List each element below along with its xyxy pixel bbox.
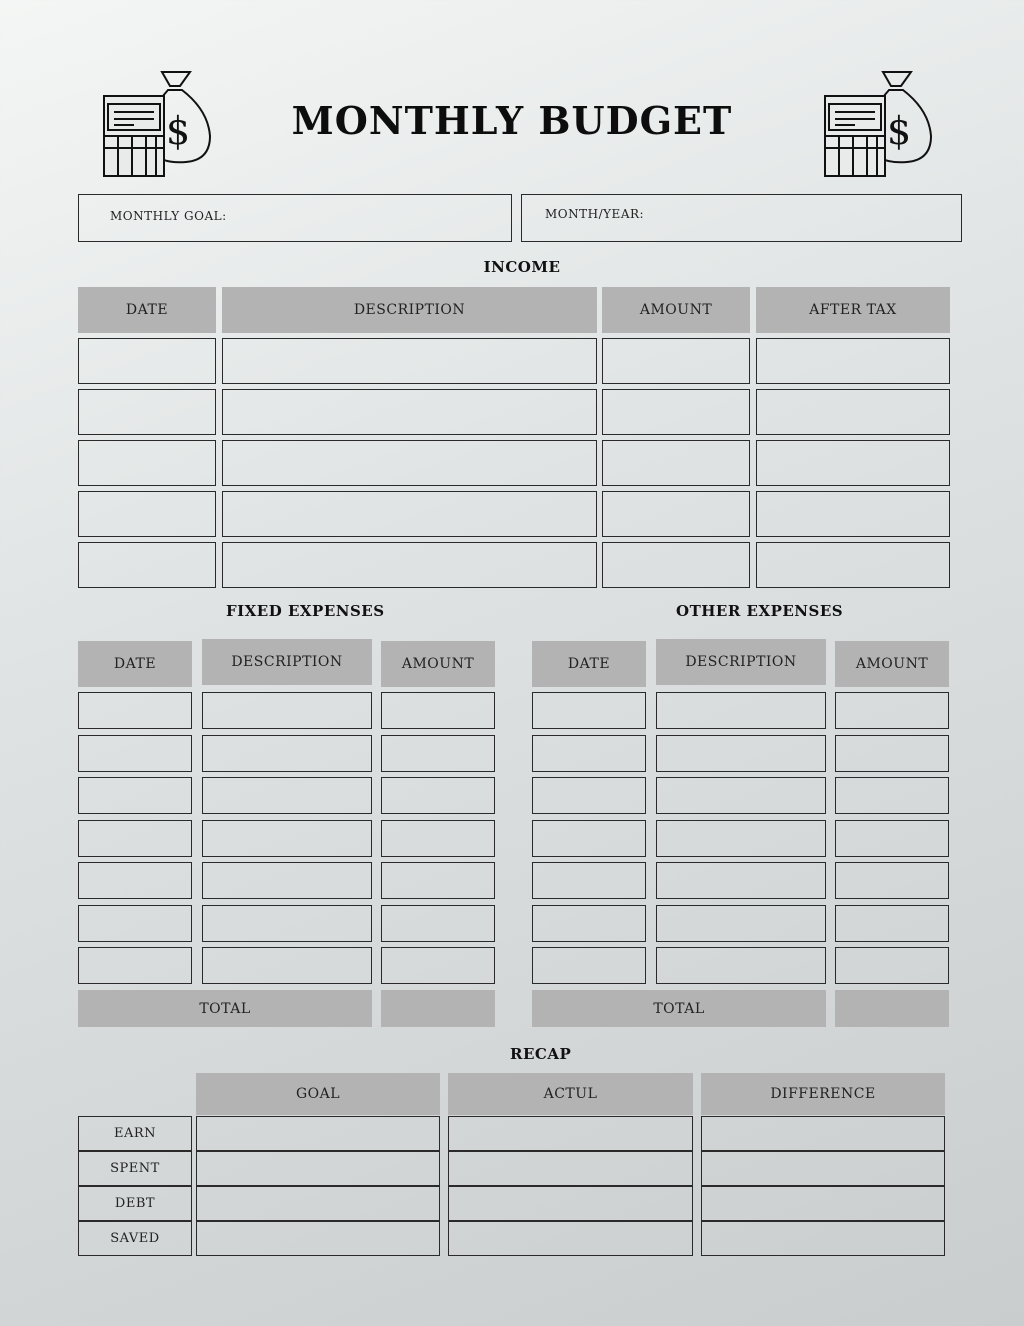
income-amount-cell[interactable] — [602, 338, 750, 384]
monthly-goal-label: MONTHLY GOAL: — [110, 209, 227, 223]
fixed-expenses-amount-cell[interactable] — [381, 820, 495, 857]
other-expenses-date-cell[interactable] — [532, 947, 646, 984]
recap-difference-cell[interactable] — [701, 1221, 945, 1256]
month-year-label: MONTH/YEAR: — [545, 207, 645, 221]
fixed-expenses-description-cell[interactable] — [202, 905, 372, 942]
fixed-expenses-amount-cell[interactable] — [381, 905, 495, 942]
fixed-expenses-amount-cell[interactable] — [381, 692, 495, 729]
other-expenses-date-cell[interactable] — [532, 735, 646, 772]
svg-text:$: $ — [887, 109, 912, 153]
other-expenses-date-cell[interactable] — [532, 905, 646, 942]
income-header-amount: AMOUNT — [602, 287, 750, 333]
income-date-cell[interactable] — [78, 389, 216, 435]
other-expenses-description-cell[interactable] — [656, 820, 826, 857]
recap-row-spent: SPENT — [78, 1151, 192, 1186]
fixed_expenses-header-description: DESCRIPTION — [202, 639, 372, 685]
fixed-expenses-total-label: TOTAL — [78, 990, 372, 1027]
other-expenses-amount-cell[interactable] — [835, 862, 949, 899]
other_expenses-header-amount: AMOUNT — [835, 641, 949, 687]
fixed-expenses-amount-cell[interactable] — [381, 777, 495, 814]
other-expenses-date-cell[interactable] — [532, 820, 646, 857]
other-expenses-amount-cell[interactable] — [835, 692, 949, 729]
fixed-expenses-date-cell[interactable] — [78, 735, 192, 772]
other-expenses-amount-cell[interactable] — [835, 735, 949, 772]
income-amount-cell[interactable] — [602, 389, 750, 435]
fixed-expenses-description-cell[interactable] — [202, 692, 372, 729]
other-expenses-total-value[interactable] — [835, 990, 949, 1027]
recap-header-difference: DIFFERENCE — [701, 1073, 945, 1115]
recap-heading: RECAP — [510, 1045, 572, 1063]
income-after-tax-cell[interactable] — [756, 440, 950, 486]
recap-header-actul: ACTUL — [448, 1073, 693, 1115]
income-after-tax-cell[interactable] — [756, 542, 950, 588]
income-date-cell[interactable] — [78, 338, 216, 384]
other-expenses-date-cell[interactable] — [532, 692, 646, 729]
other-expenses-date-cell[interactable] — [532, 777, 646, 814]
recap-goal-cell[interactable] — [196, 1151, 440, 1186]
page-title: MONTHLY BUDGET — [291, 98, 733, 143]
recap-difference-cell[interactable] — [701, 1116, 945, 1151]
recap-actul-cell[interactable] — [448, 1221, 693, 1256]
income-heading: INCOME — [483, 258, 561, 276]
fixed-expenses-date-cell[interactable] — [78, 862, 192, 899]
fixed-expenses-description-cell[interactable] — [202, 777, 372, 814]
recap-actul-cell[interactable] — [448, 1116, 693, 1151]
fixed-expenses-amount-cell[interactable] — [381, 947, 495, 984]
income-after-tax-cell[interactable] — [756, 389, 950, 435]
recap-difference-cell[interactable] — [701, 1151, 945, 1186]
fixed-expenses-description-cell[interactable] — [202, 862, 372, 899]
income-header-after-tax: AFTER TAX — [756, 287, 950, 333]
recap-actul-cell[interactable] — [448, 1151, 693, 1186]
income-date-cell[interactable] — [78, 440, 216, 486]
other-expenses-description-cell[interactable] — [656, 735, 826, 772]
fixed-expenses-description-cell[interactable] — [202, 947, 372, 984]
other-expenses-description-cell[interactable] — [656, 862, 826, 899]
fixed_expenses-header-date: DATE — [78, 641, 192, 687]
income-description-cell[interactable] — [222, 389, 597, 435]
other-expenses-description-cell[interactable] — [656, 947, 826, 984]
income-date-cell[interactable] — [78, 542, 216, 588]
other_expenses-header-description: DESCRIPTION — [656, 639, 826, 685]
income-after-tax-cell[interactable] — [756, 491, 950, 537]
other-expenses-heading: OTHER EXPENSES — [676, 602, 844, 620]
fixed-expenses-date-cell[interactable] — [78, 905, 192, 942]
fixed-expenses-heading: FIXED EXPENSES — [226, 602, 385, 620]
income-description-cell[interactable] — [222, 440, 597, 486]
fixed-expenses-date-cell[interactable] — [78, 820, 192, 857]
recap-goal-cell[interactable] — [196, 1221, 440, 1256]
income-header-description: DESCRIPTION — [222, 287, 597, 333]
fixed-expenses-date-cell[interactable] — [78, 692, 192, 729]
recap-row-saved: SAVED — [78, 1221, 192, 1256]
recap-header-goal: GOAL — [196, 1073, 440, 1115]
recap-row-earn: EARN — [78, 1116, 192, 1151]
recap-row-debt: DEBT — [78, 1186, 192, 1221]
income-description-cell[interactable] — [222, 491, 597, 537]
income-amount-cell[interactable] — [602, 440, 750, 486]
fixed-expenses-description-cell[interactable] — [202, 820, 372, 857]
other-expenses-description-cell[interactable] — [656, 692, 826, 729]
fixed-expenses-date-cell[interactable] — [78, 777, 192, 814]
recap-goal-cell[interactable] — [196, 1116, 440, 1151]
fixed-expenses-amount-cell[interactable] — [381, 862, 495, 899]
fixed-expenses-date-cell[interactable] — [78, 947, 192, 984]
fixed-expenses-amount-cell[interactable] — [381, 735, 495, 772]
fixed-expenses-description-cell[interactable] — [202, 735, 372, 772]
other-expenses-amount-cell[interactable] — [835, 947, 949, 984]
income-description-cell[interactable] — [222, 338, 597, 384]
svg-text:$: $ — [166, 109, 191, 153]
income-after-tax-cell[interactable] — [756, 338, 950, 384]
other-expenses-total-label: TOTAL — [532, 990, 826, 1027]
recap-difference-cell[interactable] — [701, 1186, 945, 1221]
other-expenses-amount-cell[interactable] — [835, 777, 949, 814]
other-expenses-description-cell[interactable] — [656, 777, 826, 814]
other-expenses-amount-cell[interactable] — [835, 820, 949, 857]
income-amount-cell[interactable] — [602, 491, 750, 537]
other-expenses-amount-cell[interactable] — [835, 905, 949, 942]
recap-goal-cell[interactable] — [196, 1186, 440, 1221]
fixed_expenses-header-amount: AMOUNT — [381, 641, 495, 687]
other-expenses-date-cell[interactable] — [532, 862, 646, 899]
income-amount-cell[interactable] — [602, 542, 750, 588]
income-header-date: DATE — [78, 287, 216, 333]
income-date-cell[interactable] — [78, 491, 216, 537]
other-expenses-description-cell[interactable] — [656, 905, 826, 942]
income-description-cell[interactable] — [222, 542, 597, 588]
recap-actul-cell[interactable] — [448, 1186, 693, 1221]
other_expenses-header-date: DATE — [532, 641, 646, 687]
fixed-expenses-total-value[interactable] — [381, 990, 495, 1027]
